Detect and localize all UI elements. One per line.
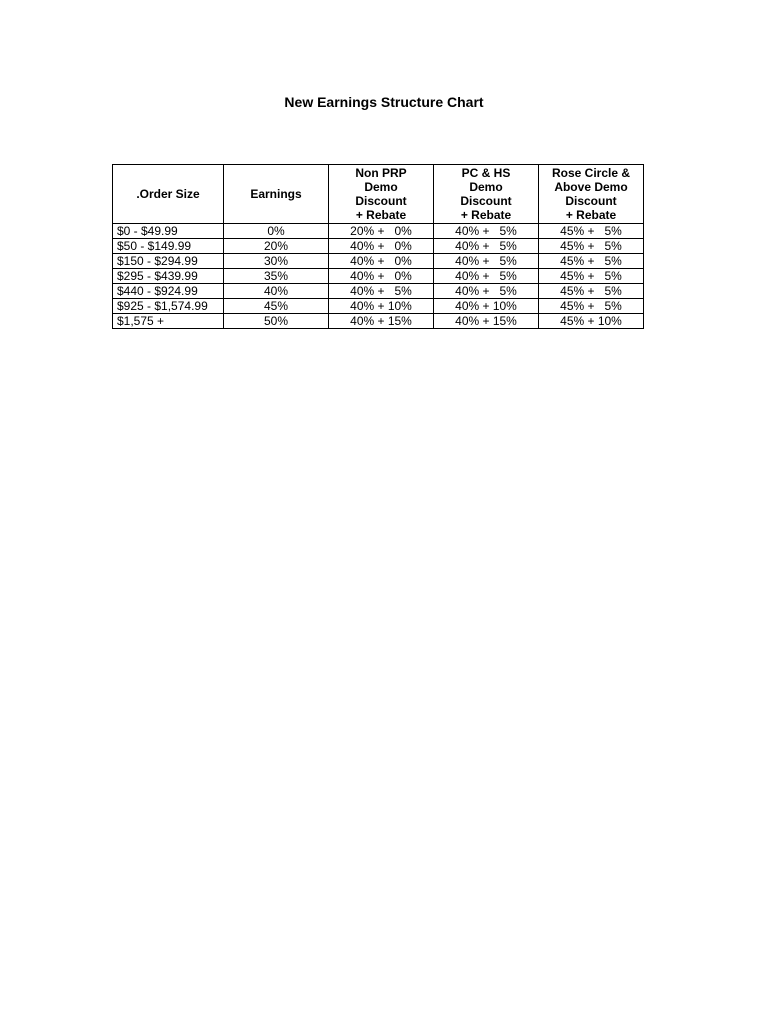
table-row bbox=[113, 299, 644, 314]
non-prp-cell: 40% + 15% bbox=[329, 314, 434, 329]
header-earnings bbox=[224, 165, 329, 224]
earnings-cell: 45% bbox=[224, 299, 329, 314]
rose-circle-cell: 45% + 5% bbox=[539, 284, 644, 299]
header-line: Rose Circle & bbox=[551, 166, 631, 180]
header-line: Demo bbox=[469, 180, 503, 194]
non-prp-cell: 40% + 0% bbox=[329, 269, 434, 284]
rose-circle-cell: 45% + 5% bbox=[539, 269, 644, 284]
earnings-cell: 50% bbox=[224, 314, 329, 329]
order-size-cell: $1,575 + bbox=[113, 314, 224, 329]
non-prp-cell: 20% + 0% bbox=[329, 224, 434, 239]
pc-hs-cell: 40% + 5% bbox=[434, 284, 539, 299]
rose-circle-cell: 45% + 5% bbox=[539, 299, 644, 314]
pc-hs-cell: 40% + 5% bbox=[434, 239, 539, 254]
pc-hs-cell: 40% + 5% bbox=[434, 254, 539, 269]
order-size-cell: $150 - $294.99 bbox=[113, 254, 224, 269]
pc-hs-cell: 40% + 5% bbox=[434, 269, 539, 284]
pc-hs-cell: 40% + 15% bbox=[434, 314, 539, 329]
header-line: PC & HS bbox=[461, 166, 511, 180]
table-row bbox=[113, 269, 644, 284]
header-line: Discount bbox=[460, 194, 512, 208]
non-prp-cell: 40% + 0% bbox=[329, 239, 434, 254]
header-line: Non PRP bbox=[355, 166, 407, 180]
earnings-cell: 0% bbox=[224, 224, 329, 239]
header-line: Discount bbox=[565, 194, 617, 208]
non-prp-cell: 40% + 0% bbox=[329, 254, 434, 269]
earnings-table bbox=[112, 164, 644, 329]
header-line: Above Demo bbox=[554, 180, 628, 194]
pc-hs-cell: 40% + 10% bbox=[434, 299, 539, 314]
earnings-cell: 30% bbox=[224, 254, 329, 269]
earnings-cell: 35% bbox=[224, 269, 329, 284]
header-line: + Rebate bbox=[565, 208, 617, 222]
rose-circle-cell: 45% + 5% bbox=[539, 239, 644, 254]
table-row bbox=[113, 239, 644, 254]
order-size-cell: $295 - $439.99 bbox=[113, 269, 224, 284]
header-line: .Order Size bbox=[136, 187, 200, 201]
header-line: Earnings bbox=[250, 187, 302, 201]
order-size-cell: $925 - $1,574.99 bbox=[113, 299, 224, 314]
earnings-cell: 20% bbox=[224, 239, 329, 254]
order-size-cell: $440 - $924.99 bbox=[113, 284, 224, 299]
table-header-row bbox=[113, 165, 644, 224]
page-title: New Earnings Structure Chart bbox=[284, 94, 484, 110]
header-pc-hs bbox=[434, 165, 539, 224]
earnings-cell: 40% bbox=[224, 284, 329, 299]
header-line: Discount bbox=[355, 194, 407, 208]
header-line: + Rebate bbox=[460, 208, 512, 222]
table-row bbox=[113, 224, 644, 239]
table-row bbox=[113, 314, 644, 329]
non-prp-cell: 40% + 10% bbox=[329, 299, 434, 314]
table-row bbox=[113, 254, 644, 269]
header-non-prp bbox=[329, 165, 434, 224]
header-line: + Rebate bbox=[355, 208, 407, 222]
header-rose-circle bbox=[539, 165, 644, 224]
order-size-cell: $0 - $49.99 bbox=[113, 224, 224, 239]
rose-circle-cell: 45% + 10% bbox=[539, 314, 644, 329]
order-size-cell: $50 - $149.99 bbox=[113, 239, 224, 254]
header-line: Demo bbox=[364, 180, 398, 194]
table-row bbox=[113, 284, 644, 299]
rose-circle-cell: 45% + 5% bbox=[539, 224, 644, 239]
pc-hs-cell: 40% + 5% bbox=[434, 224, 539, 239]
header-order-size bbox=[113, 165, 224, 224]
rose-circle-cell: 45% + 5% bbox=[539, 254, 644, 269]
non-prp-cell: 40% + 5% bbox=[329, 284, 434, 299]
